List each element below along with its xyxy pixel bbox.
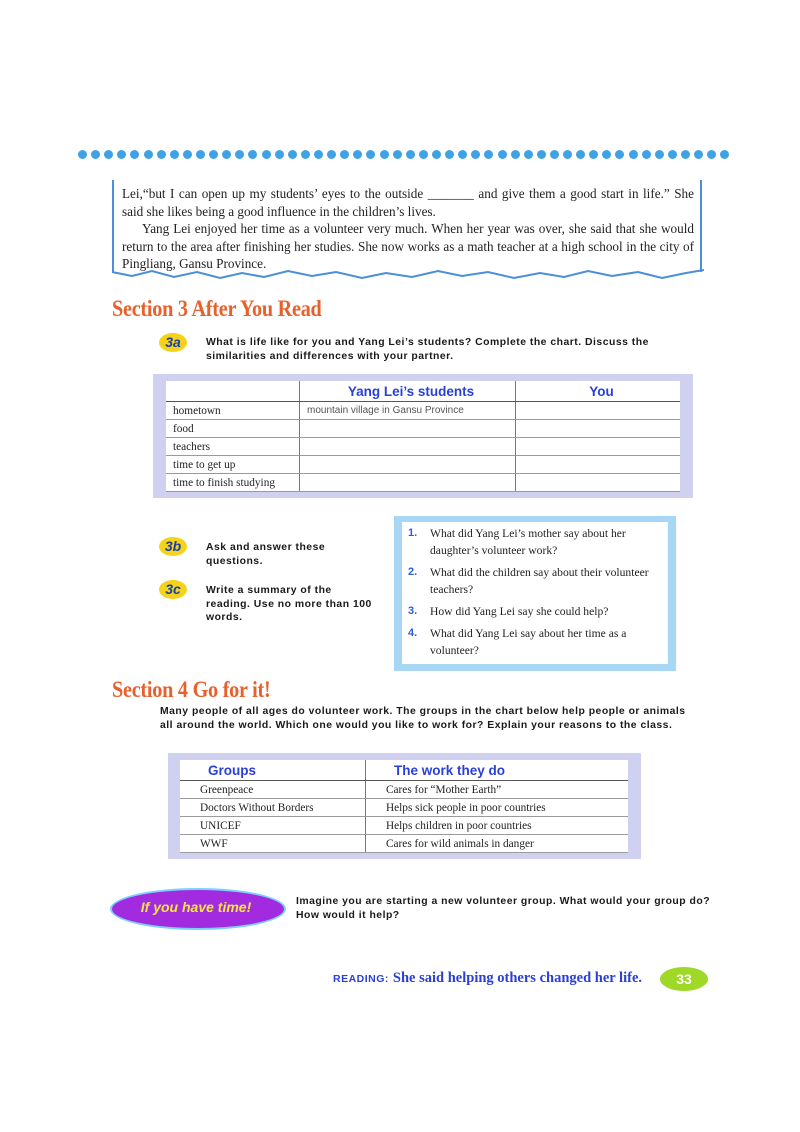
if-you-have-time-label: If you have time!: [140, 899, 252, 915]
chart-header-blank: [166, 381, 300, 402]
header-work: The work they do: [366, 760, 629, 781]
list-item: [408, 525, 666, 559]
row-label: time to finish studying: [166, 474, 300, 492]
question-text: What did Yang Lei’s mother say about her daughter’s volunteer work?: [430, 527, 626, 557]
question-number: 2.: [408, 566, 418, 578]
list-item: [408, 625, 666, 659]
table-row: [180, 799, 628, 817]
chart-header-row: [166, 381, 680, 402]
page-number: 33: [660, 967, 708, 991]
group-name: Greenpeace: [180, 781, 366, 799]
instruction-section-4: Many people of all ages do volunteer work. The groups in the chart below help people or animals all around the world. Which one would you like to work for? Explain your reasons to the class.: [160, 706, 686, 731]
badge-3b: 3b: [159, 537, 187, 556]
list-item: [408, 564, 666, 598]
you-cell[interactable]: [516, 420, 681, 438]
table-row: [180, 835, 628, 853]
students-cell[interactable]: mountain village in Gansu Province: [300, 402, 516, 420]
table-row: [166, 456, 680, 474]
question-text: What did Yang Lei say about her time as a volunteer?: [430, 627, 627, 657]
question-number: 1.: [408, 527, 418, 539]
group-name: UNICEF: [180, 817, 366, 835]
instruction-3a: What is life like for you and Yang Lei’s students? Complete the chart. Discuss the similarities and differences with your partner.: [206, 337, 649, 362]
row-label: hometown: [166, 402, 300, 420]
group-name: Doctors Without Borders: [180, 799, 366, 817]
reading-passage: [122, 185, 694, 273]
table-row: [166, 474, 680, 492]
section-4-title: Section 4 Go for it!: [112, 677, 271, 702]
students-cell[interactable]: [300, 438, 516, 456]
instruction-3b: Ask and answer these questions.: [206, 542, 326, 567]
table-row: [166, 438, 680, 456]
question-number: 3.: [408, 605, 418, 617]
passage-paragraph-2: Yang Lei enjoyed her time as a volunteer very much. When her year was over, she said that she would return to the area after finishing her studies. She now works as a math teacher at a high school in the city of Pingliang, Gansu Province.: [122, 221, 694, 271]
list-item: [408, 603, 666, 620]
passage-paragraph-1: Lei,“but I can open up my students’ eyes to the outside _______ and give them a good start in life.” She said she likes being a good influence in the children’s lives.: [122, 186, 694, 219]
students-cell[interactable]: [300, 474, 516, 492]
group-work: Cares for wild animals in danger: [366, 835, 629, 853]
groups-table: [180, 760, 628, 853]
question-text: How did Yang Lei say she could help?: [430, 605, 609, 618]
group-work: Helps children in poor countries: [366, 817, 629, 835]
you-cell[interactable]: [516, 438, 681, 456]
groups-header-row: [180, 760, 628, 781]
table-row: [166, 402, 680, 420]
footer: [333, 969, 651, 987]
students-cell[interactable]: [300, 420, 516, 438]
question-number: 4.: [408, 627, 418, 639]
chart-header-students: Yang Lei’s students: [300, 381, 516, 402]
you-cell[interactable]: [516, 474, 681, 492]
header-groups: Groups: [180, 760, 366, 781]
group-work: Cares for “Mother Earth”: [366, 781, 629, 799]
students-cell[interactable]: [300, 456, 516, 474]
table-row: [180, 817, 628, 835]
instruction-3c: Write a summary of the reading. Use no more than 100 words.: [206, 585, 372, 623]
badge-3c: 3c: [159, 580, 187, 599]
row-label: time to get up: [166, 456, 300, 474]
badge-3a: 3a: [159, 333, 187, 352]
row-label: teachers: [166, 438, 300, 456]
table-row: [166, 420, 680, 438]
extra-activity-text: Imagine you are starting a new volunteer group. What would your group do? How would it help?: [296, 896, 711, 921]
you-cell[interactable]: [516, 402, 681, 420]
footer-kicker: READING:: [333, 973, 389, 985]
group-name: WWF: [180, 835, 366, 853]
row-label: food: [166, 420, 300, 438]
you-cell[interactable]: [516, 456, 681, 474]
questions-list: [408, 525, 666, 664]
comparison-chart: [166, 381, 680, 492]
group-work: Helps sick people in poor countries: [366, 799, 629, 817]
question-text: What did the children say about their volunteer teachers?: [430, 566, 649, 596]
footer-title: She said helping others changed her life.: [392, 970, 642, 986]
table-row: [180, 781, 628, 799]
dotted-divider: [78, 150, 730, 162]
chart-header-you: You: [516, 381, 681, 402]
section-3-title: Section 3 After You Read: [112, 296, 322, 321]
